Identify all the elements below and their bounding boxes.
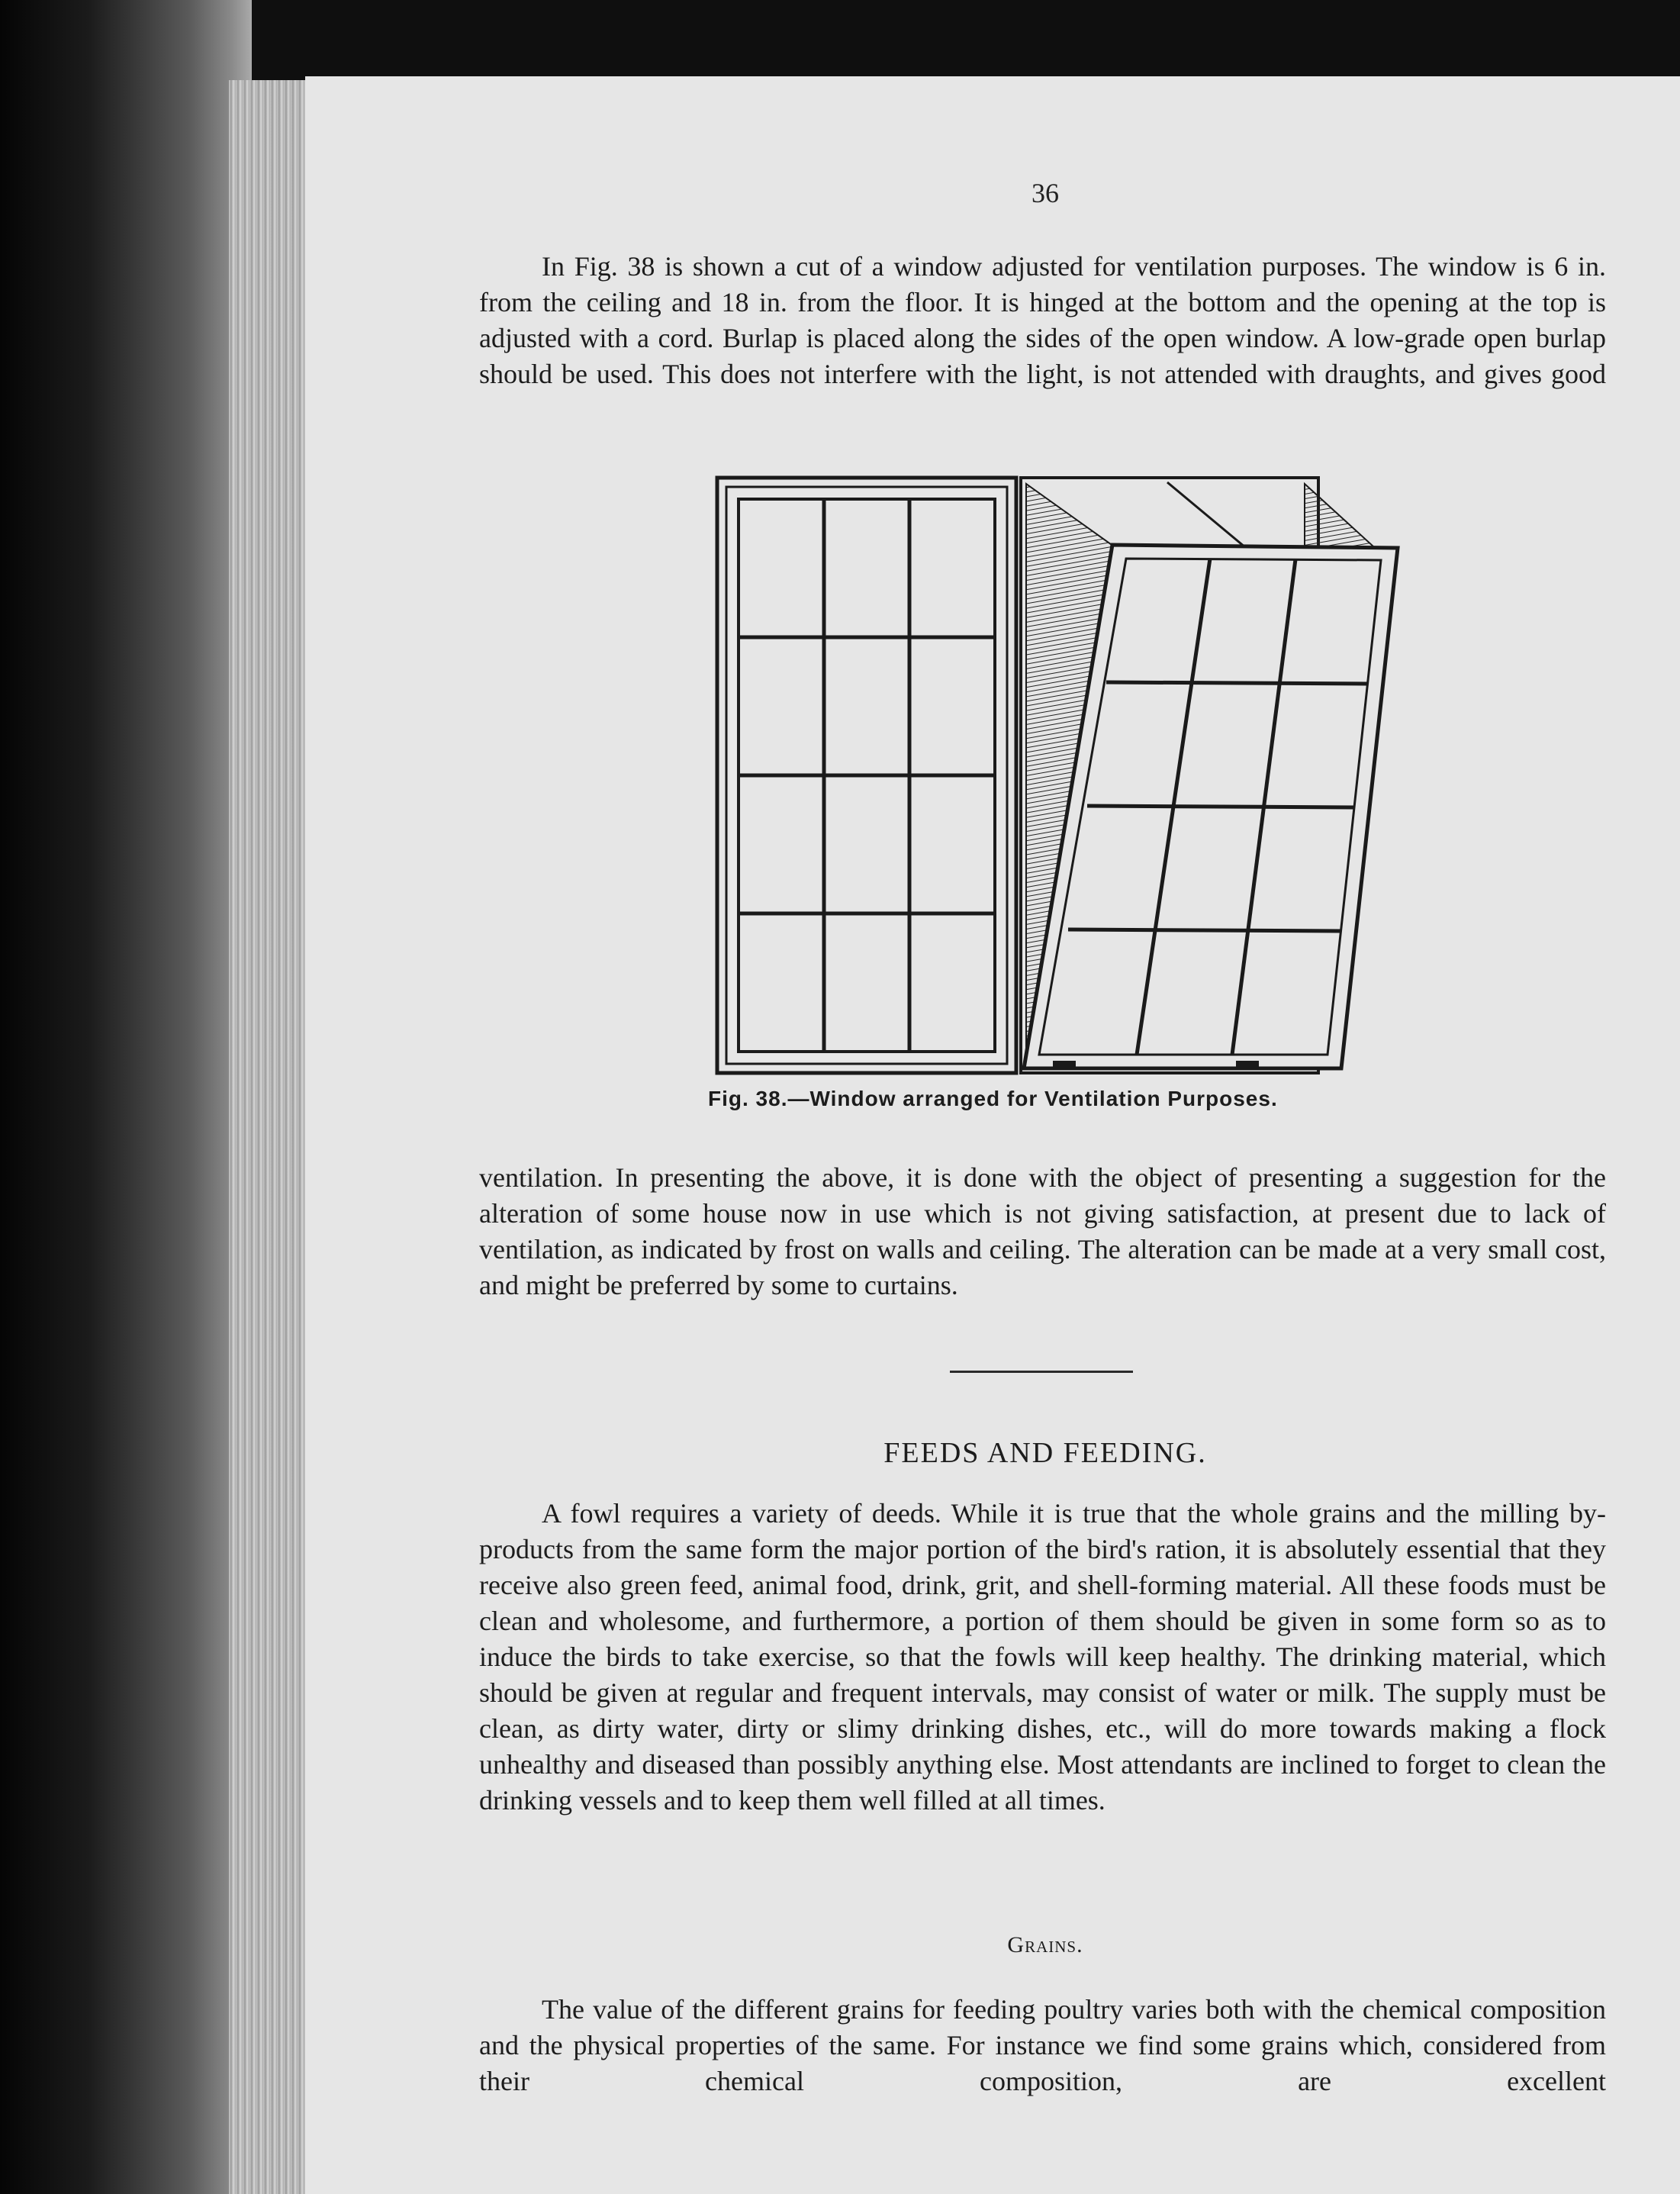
paragraph-ventilation-intro: In Fig. 38 is shown a cut of a window adjusted for ventilation purposes. The window is 6 in. from the ceiling and 18 in. from the floor. It is hinged at the bottom and the opening at the top is adjusted with a cord. Burlap is placed along the sides of the open window. A low-grade open burlap should be used. This does not interfere with the light, is not attended with draughts, and gives good <box>479 251 1606 389</box>
subheading-grains: Grains. <box>1007 1932 1083 1957</box>
fixed-window-sash <box>717 478 1016 1073</box>
paragraph-grains: The value of the different grains for feeding poultry varies both with the chemical composition and the physical properties of the same. For instance we find some grains which, considered from their chemical composition, are excellent <box>479 1994 1606 2096</box>
book-page <box>305 76 1680 2194</box>
book-binding-shadow <box>0 0 252 2194</box>
paragraph-feeds: A fowl requires a variety of deeds. While it is true that the whole grains and the milling by-products from the same form the major portion of the bird's ration, it is absolutely essential that they receive also green feed, animal food, drink, grit, and shell-forming material. All these foods must be clean and wholesome, and furthermore, a portion of them should be given in some form so as to induce the birds to take exercise, so that the fowls will keep healthy. The drinking material, which should be given at regular and frequent intervals, may consist of water or milk. The supply must be clean, as dirty water, dirty or slimy drinking dishes, etc., will do more towards making a flock unhealthy and diseased than possibly anything else. Most attendants are inclined to forget to clean the drinking vessels and to keep them well filled at all times. <box>479 1498 1606 1815</box>
paragraph-ventilation-continued: ventilation. In presenting the above, it is done with the object of presenting a suggestion for the alteration of some house now in use which is not giving satisfaction, at present due to lack of ventilation, as indicated by frost on walls and ceiling. The alteration can be made at a very small cost, and might be preferred by some to curtains. <box>479 1162 1606 1300</box>
figure-caption: Fig. 38.—Window arranged for Ventilation Purposes. <box>708 1087 1278 1110</box>
window-illustration <box>710 473 1402 1078</box>
section-heading: FEEDS AND FEEDING. <box>883 1437 1207 1469</box>
page-number: 36 <box>1031 178 1059 208</box>
section-divider <box>950 1371 1133 1373</box>
window-ventilation-figure <box>710 473 1402 1078</box>
